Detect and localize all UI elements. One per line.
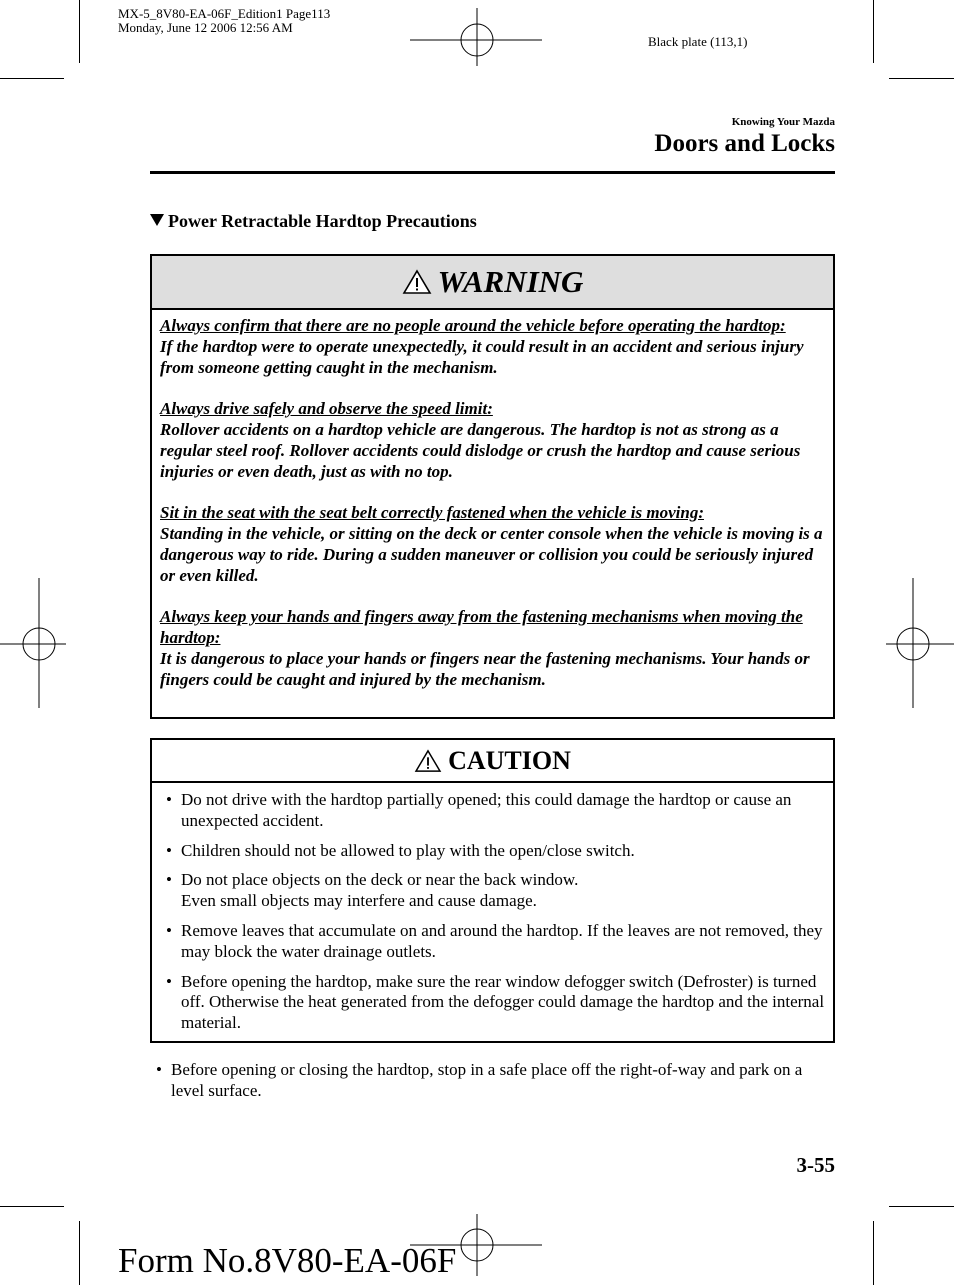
caution-item-text: Children should not be allowed to play with the open/close switch. — [181, 840, 635, 860]
bullet-icon: • — [156, 1060, 162, 1079]
warning-label: WARNING — [437, 264, 584, 299]
bullet-icon: • — [166, 971, 172, 991]
bullet-icon: • — [166, 920, 172, 940]
crop-mark — [889, 1206, 954, 1207]
caution-box — [150, 738, 835, 1043]
note — [150, 1060, 835, 1111]
warning-item — [160, 607, 825, 690]
crop-mark — [889, 78, 954, 79]
warning-item-text: Rollover accidents on a hardtop vehicle are dangerous. The hardtop is not as strong as a regular steel roof. Rollover accidents could dislodge or crush the hardtop and cause serious injuries or even death, just as with no top. — [160, 419, 801, 481]
caution-item — [160, 841, 825, 862]
form-number: Form No.8V80-EA-06F — [118, 1241, 457, 1280]
print-timestamp: Monday, June 12 2006 12:56 AM — [118, 20, 293, 35]
caution-item-text: Remove leaves that accumulate on and around the hardtop. If the leaves are not removed, they may block the water drainage outlets. — [181, 920, 823, 961]
plate-label: Black plate (113,1) — [648, 34, 748, 49]
warning-triangle-icon — [402, 269, 432, 295]
registration-mark-icon — [0, 578, 66, 708]
triangle-bullet-icon — [150, 214, 164, 226]
warning-item — [160, 503, 825, 586]
file-name: MX-5_8V80-EA-06F_Edition1 Page113 — [118, 6, 331, 21]
caution-item-text: Do not drive with the hardtop partially opened; this could damage the hardtop or cause an unexpected accident. — [181, 790, 792, 830]
caution-item — [160, 870, 825, 912]
crop-mark — [873, 0, 874, 63]
section-title: Doors and Locks — [654, 130, 835, 157]
crop-mark — [79, 1221, 80, 1285]
crop-mark — [0, 78, 64, 79]
warning-item — [160, 399, 825, 482]
caution-item — [160, 921, 825, 963]
caution-item-extra: Even small objects may interfere and cause damage. — [181, 891, 537, 911]
subheading — [150, 211, 477, 232]
registration-mark-icon — [886, 578, 954, 708]
bullet-icon: • — [166, 870, 172, 890]
print-file-info — [118, 7, 330, 35]
warning-box — [150, 254, 835, 719]
page-number: 3-55 — [796, 1153, 835, 1177]
warning-body — [152, 310, 833, 690]
registration-mark-icon — [410, 8, 542, 66]
note-item — [150, 1060, 835, 1102]
chapter-title: Knowing Your Mazda — [731, 116, 835, 128]
warning-item-text: It is dangerous to place your hands or fingers near the fastening mechanisms. Your hands or fingers could be caught and injured by the mechanism. — [160, 648, 810, 689]
caution-header — [152, 740, 833, 783]
warning-item-text: If the hardtop were to operate unexpectedly, it could result in an accident and serious injury from someone getting caught in the mechanism. — [160, 336, 804, 377]
warning-item-text: Standing in the vehicle, or sitting on the deck or center console when the vehicle is moving is a dangerous way to ride. During a sudden maneuver or collision you could be seriously injured or even killed. — [160, 523, 823, 585]
caution-label: CAUTION — [448, 745, 571, 775]
warning-item-heading: Always keep your hands and fingers away from the fastening mechanisms when moving the hardtop: — [160, 607, 803, 647]
subheading-text: Power Retractable Hardtop Precautions — [168, 211, 477, 231]
caution-body — [152, 783, 833, 1034]
note-text: Before opening or closing the hardtop, stop in a safe place off the right-of-way and park on a level surface. — [171, 1060, 803, 1100]
crop-mark — [0, 1206, 64, 1207]
warning-item-heading: Always confirm that there are no people around the vehicle before operating the hardtop: — [160, 316, 786, 335]
warning-item-heading: Sit in the seat with the seat belt correctly fastened when the vehicle is moving: — [160, 503, 704, 523]
crop-mark — [873, 1221, 874, 1285]
caution-item-text: Before opening the hardtop, make sure the rear window defogger switch (Defroster) is turned off. Otherwise the heat generated from the defogger could damage the hardtop and the internal material. — [181, 971, 825, 1033]
warning-item — [160, 316, 825, 378]
header-rule — [150, 171, 835, 174]
caution-item — [160, 972, 825, 1034]
warning-item-heading: Always drive safely and observe the speed limit: — [160, 399, 493, 419]
crop-mark — [79, 0, 80, 63]
bullet-icon: • — [166, 840, 172, 860]
caution-item-text: Do not place objects on the deck or near the back window. — [181, 870, 579, 890]
warning-triangle-icon — [414, 749, 442, 773]
bullet-icon: • — [166, 790, 172, 809]
caution-item — [160, 790, 825, 832]
warning-header — [152, 256, 833, 310]
